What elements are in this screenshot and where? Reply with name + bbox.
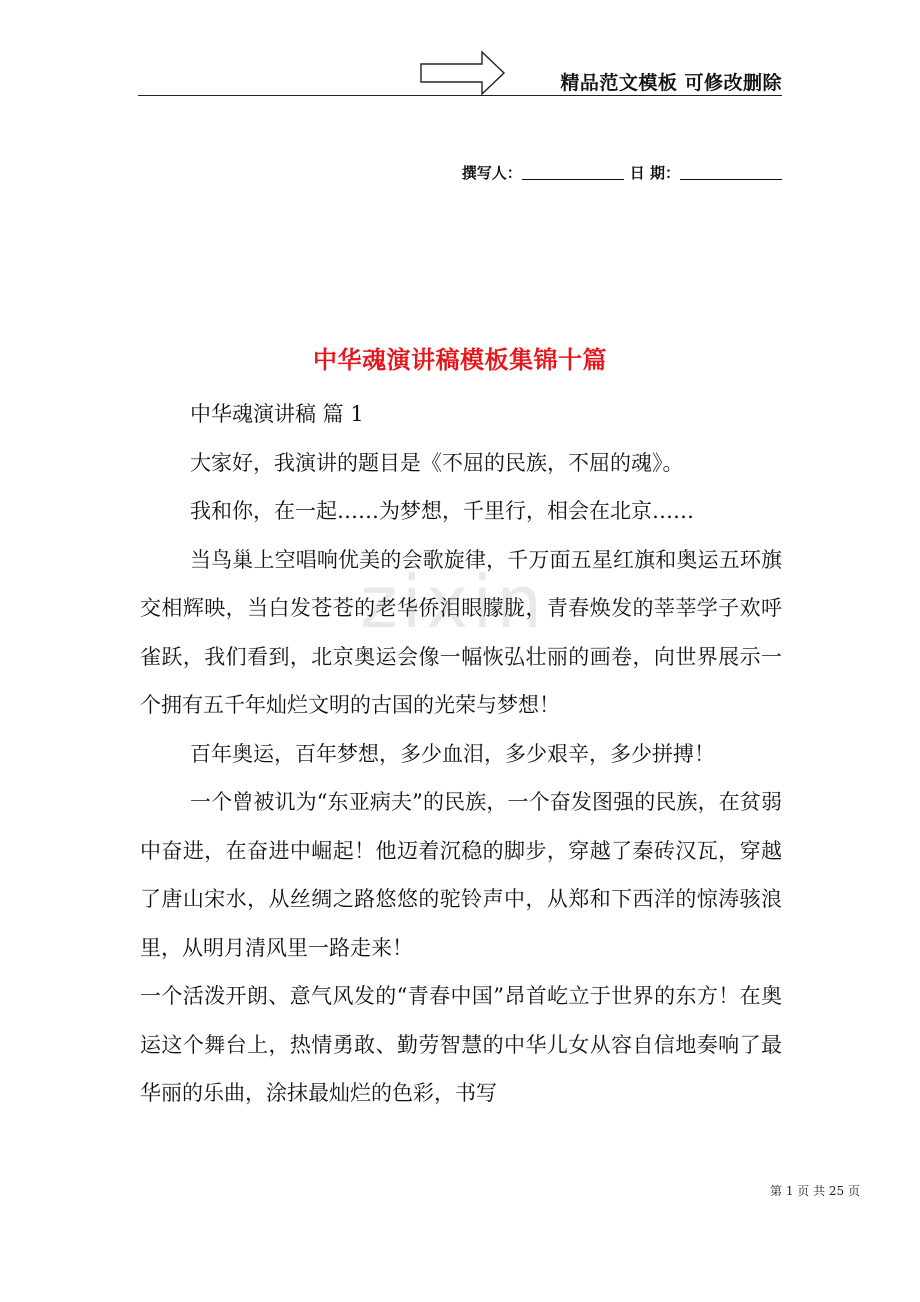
- paragraph: 百年奥运，百年梦想，多少血泪，多少艰辛，多少拼搏！: [190, 741, 715, 766]
- page-header: [138, 48, 782, 98]
- arrow-right-icon: [420, 50, 506, 96]
- paragraph: 一个曾被讥为“东亚病夫”的民族，一个奋发图强的民族，在贫弱中奋进，在奋进中崛起！他迈着沉稳的脚步，穿越了秦砖汉瓦，穿越了唐山宋水，从丝绸之路悠悠的驼铃声中，从郑和下西洋的惊涛骇浪里，从明月清风里一路走来！: [140, 790, 782, 960]
- paragraph: 当鸟巢上空唱响优美的会歌旋律，千万面五星红旗和奥运五环旗交相辉映，当白发苍苍的老华侨泪眼朦胧，青春焕发的莘莘学子欢呼雀跃，我们看到，北京奥运会像一幅恢弘壮丽的画卷，向世界展示一个拥有五千年灿烂文明的古国的光荣与梦想！: [140, 547, 782, 717]
- header-banner: 精品范文模板 可修改删除: [560, 72, 782, 94]
- date-blank: [680, 163, 782, 180]
- page-number: 第 1 页 共 25 页: [770, 1184, 860, 1198]
- section-heading: 中华魂演讲稿 篇 1: [190, 402, 364, 426]
- document-body: [140, 390, 782, 1118]
- paragraph: 大家好，我演讲的题目是《不屈的民族，不屈的魂》。: [190, 450, 684, 475]
- author-blank: [522, 163, 624, 180]
- author-date-line: [462, 162, 782, 183]
- date-label: 日 期：: [629, 164, 680, 182]
- document-title: 中华魂演讲稿模板集锦十篇: [313, 345, 607, 374]
- watermark: zixin: [360, 560, 547, 644]
- author-label: 撰写人：: [461, 164, 522, 182]
- paragraph: 我和你，在一起……为梦想，千里行，相会在北京……: [190, 499, 694, 523]
- header-divider: [138, 95, 782, 96]
- paragraph: 一个活泼开朗、意气风发的“青春中国”昂首屹立于世界的东方！在奥运这个舞台上，热情勇敢、勤劳智慧的中华儿女从容自信地奏响了最华丽的乐曲，涂抹最灿烂的色彩，书写: [140, 984, 782, 1105]
